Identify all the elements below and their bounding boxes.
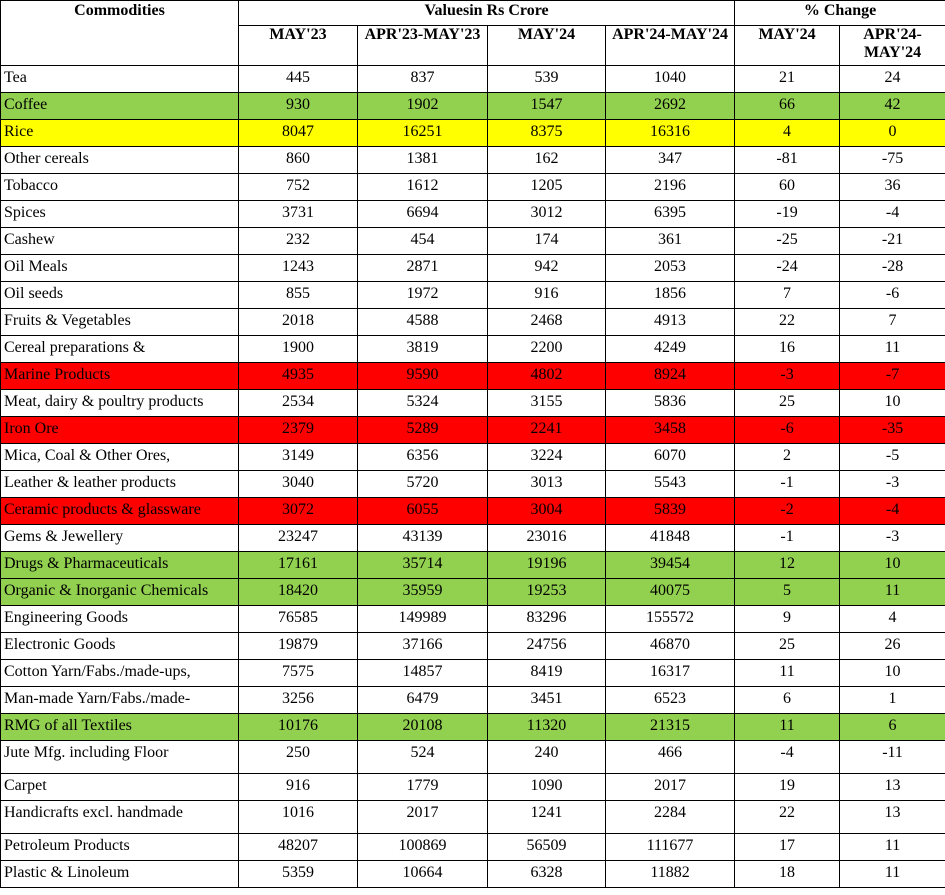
may24-value-cell: 19253 xyxy=(488,579,606,606)
may24-value-cell: 8419 xyxy=(488,660,606,687)
change-apr24-may24-cell: -6 xyxy=(840,282,945,309)
change-may24-cell: 11 xyxy=(735,660,840,687)
commodity-name-cell: Engineering Goods xyxy=(1,606,239,633)
apr24-may24-value-cell: 1040 xyxy=(606,66,735,93)
commodity-name-cell: Tobacco xyxy=(1,174,239,201)
header-row-groups xyxy=(1,1,945,26)
commodity-name-cell: Ceramic products & glassware xyxy=(1,498,239,525)
apr23-may23-value-cell: 14857 xyxy=(358,660,488,687)
apr24-may24-value-cell: 2196 xyxy=(606,174,735,201)
header-col-change-apr24-may24: APR'24-MAY'24 xyxy=(840,26,945,66)
may24-value-cell: 2468 xyxy=(488,309,606,336)
change-may24-cell: 11 xyxy=(735,714,840,741)
may24-value-cell: 83296 xyxy=(488,606,606,633)
table-row xyxy=(1,834,945,861)
may23-value-cell: 19879 xyxy=(239,633,358,660)
table-row xyxy=(1,444,945,471)
table-row xyxy=(1,741,945,774)
apr24-may24-value-cell: 111677 xyxy=(606,834,735,861)
change-may24-cell: 7 xyxy=(735,282,840,309)
change-apr24-may24-cell: -3 xyxy=(840,525,945,552)
apr23-may23-value-cell: 1612 xyxy=(358,174,488,201)
table-row xyxy=(1,174,945,201)
change-may24-cell: 19 xyxy=(735,774,840,801)
table-row xyxy=(1,363,945,390)
may24-value-cell: 11320 xyxy=(488,714,606,741)
apr23-may23-value-cell: 4588 xyxy=(358,309,488,336)
commodity-name-cell: Jute Mfg. including Floor xyxy=(1,741,239,774)
apr23-may23-value-cell: 837 xyxy=(358,66,488,93)
apr24-may24-value-cell: 155572 xyxy=(606,606,735,633)
may23-value-cell: 232 xyxy=(239,228,358,255)
may23-value-cell: 3040 xyxy=(239,471,358,498)
table-row xyxy=(1,687,945,714)
apr23-may23-value-cell: 6479 xyxy=(358,687,488,714)
apr24-may24-value-cell: 3458 xyxy=(606,417,735,444)
commodity-name-cell: Other cereals xyxy=(1,147,239,174)
apr24-may24-value-cell: 1856 xyxy=(606,282,735,309)
may23-value-cell: 4935 xyxy=(239,363,358,390)
may23-value-cell: 10176 xyxy=(239,714,358,741)
header-col-change-may24: MAY'24 xyxy=(735,26,840,66)
table-row xyxy=(1,417,945,444)
apr23-may23-value-cell: 10664 xyxy=(358,861,488,888)
change-may24-cell: 25 xyxy=(735,390,840,417)
may24-value-cell: 3224 xyxy=(488,444,606,471)
apr24-may24-value-cell: 2053 xyxy=(606,255,735,282)
may23-value-cell: 18420 xyxy=(239,579,358,606)
change-apr24-may24-cell: -5 xyxy=(840,444,945,471)
commodity-name-cell: Electronic Goods xyxy=(1,633,239,660)
table-row xyxy=(1,390,945,417)
apr23-may23-value-cell: 5289 xyxy=(358,417,488,444)
apr24-may24-value-cell: 4249 xyxy=(606,336,735,363)
table-row xyxy=(1,498,945,525)
apr23-may23-value-cell: 35959 xyxy=(358,579,488,606)
table-row xyxy=(1,774,945,801)
may24-value-cell: 1241 xyxy=(488,801,606,834)
apr24-may24-value-cell: 4913 xyxy=(606,309,735,336)
change-may24-cell: 6 xyxy=(735,687,840,714)
may23-value-cell: 17161 xyxy=(239,552,358,579)
table-row xyxy=(1,861,945,888)
change-may24-cell: -2 xyxy=(735,498,840,525)
change-may24-cell: -1 xyxy=(735,525,840,552)
may24-value-cell: 56509 xyxy=(488,834,606,861)
header-col-apr24-may24: APR'24-MAY'24 xyxy=(606,26,735,66)
table-body xyxy=(1,66,945,888)
apr23-may23-value-cell: 6356 xyxy=(358,444,488,471)
table-row xyxy=(1,201,945,228)
change-may24-cell: -4 xyxy=(735,741,840,774)
change-may24-cell: 9 xyxy=(735,606,840,633)
apr24-may24-value-cell: 5839 xyxy=(606,498,735,525)
change-apr24-may24-cell: 10 xyxy=(840,552,945,579)
commodity-name-cell: Carpet xyxy=(1,774,239,801)
table-row xyxy=(1,801,945,834)
apr23-may23-value-cell: 100869 xyxy=(358,834,488,861)
apr24-may24-value-cell: 40075 xyxy=(606,579,735,606)
apr23-may23-value-cell: 1381 xyxy=(358,147,488,174)
may23-value-cell: 48207 xyxy=(239,834,358,861)
apr24-may24-value-cell: 16317 xyxy=(606,660,735,687)
may24-value-cell: 1547 xyxy=(488,93,606,120)
change-apr24-may24-cell: -7 xyxy=(840,363,945,390)
commodity-name-cell: Meat, dairy & poultry products xyxy=(1,390,239,417)
commodity-name-cell: Plastic & Linoleum xyxy=(1,861,239,888)
apr23-may23-value-cell: 2017 xyxy=(358,801,488,834)
table-row xyxy=(1,93,945,120)
header-values-group: Valuesin Rs Crore xyxy=(239,1,735,26)
apr24-may24-value-cell: 361 xyxy=(606,228,735,255)
may23-value-cell: 1243 xyxy=(239,255,358,282)
change-apr24-may24-cell: 26 xyxy=(840,633,945,660)
commodity-name-cell: Leather & leather products xyxy=(1,471,239,498)
change-may24-cell: 12 xyxy=(735,552,840,579)
may23-value-cell: 3149 xyxy=(239,444,358,471)
change-may24-cell: 16 xyxy=(735,336,840,363)
change-may24-cell: 60 xyxy=(735,174,840,201)
may24-value-cell: 539 xyxy=(488,66,606,93)
commodity-name-cell: Tea xyxy=(1,66,239,93)
change-may24-cell: -19 xyxy=(735,201,840,228)
apr24-may24-value-cell: 8924 xyxy=(606,363,735,390)
commodity-name-cell: Petroleum Products xyxy=(1,834,239,861)
apr24-may24-value-cell: 2284 xyxy=(606,801,735,834)
change-apr24-may24-cell: -11 xyxy=(840,741,945,774)
table-row xyxy=(1,471,945,498)
apr24-may24-value-cell: 6070 xyxy=(606,444,735,471)
change-may24-cell: -25 xyxy=(735,228,840,255)
commodity-name-cell: Organic & Inorganic Chemicals xyxy=(1,579,239,606)
commodity-name-cell: Drugs & Pharmaceuticals xyxy=(1,552,239,579)
may24-value-cell: 24756 xyxy=(488,633,606,660)
may23-value-cell: 2018 xyxy=(239,309,358,336)
apr24-may24-value-cell: 5836 xyxy=(606,390,735,417)
may24-value-cell: 1090 xyxy=(488,774,606,801)
table-row xyxy=(1,120,945,147)
may23-value-cell: 5359 xyxy=(239,861,358,888)
may23-value-cell: 2379 xyxy=(239,417,358,444)
change-apr24-may24-cell: 10 xyxy=(840,390,945,417)
may23-value-cell: 1016 xyxy=(239,801,358,834)
apr24-may24-value-cell: 41848 xyxy=(606,525,735,552)
may24-value-cell: 2200 xyxy=(488,336,606,363)
may24-value-cell: 4802 xyxy=(488,363,606,390)
apr23-may23-value-cell: 5720 xyxy=(358,471,488,498)
change-apr24-may24-cell: 42 xyxy=(840,93,945,120)
change-may24-cell: -6 xyxy=(735,417,840,444)
may23-value-cell: 250 xyxy=(239,741,358,774)
apr24-may24-value-cell: 21315 xyxy=(606,714,735,741)
may23-value-cell: 930 xyxy=(239,93,358,120)
apr24-may24-value-cell: 2692 xyxy=(606,93,735,120)
commodity-name-cell: Cashew xyxy=(1,228,239,255)
table-row xyxy=(1,147,945,174)
may24-value-cell: 2241 xyxy=(488,417,606,444)
commodity-name-cell: Cotton Yarn/Fabs./made-ups, xyxy=(1,660,239,687)
may23-value-cell: 1900 xyxy=(239,336,358,363)
table-row xyxy=(1,66,945,93)
may23-value-cell: 3072 xyxy=(239,498,358,525)
change-may24-cell: 4 xyxy=(735,120,840,147)
apr24-may24-value-cell: 466 xyxy=(606,741,735,774)
may24-value-cell: 174 xyxy=(488,228,606,255)
table-row xyxy=(1,606,945,633)
change-apr24-may24-cell: 24 xyxy=(840,66,945,93)
header-col-may24: MAY'24 xyxy=(488,26,606,66)
table-row xyxy=(1,255,945,282)
commodity-name-cell: Marine Products xyxy=(1,363,239,390)
change-apr24-may24-cell: 11 xyxy=(840,579,945,606)
apr23-may23-value-cell: 1972 xyxy=(358,282,488,309)
apr23-may23-value-cell: 37166 xyxy=(358,633,488,660)
apr24-may24-value-cell: 46870 xyxy=(606,633,735,660)
table-row xyxy=(1,228,945,255)
may24-value-cell: 240 xyxy=(488,741,606,774)
may24-value-cell: 916 xyxy=(488,282,606,309)
change-may24-cell: 66 xyxy=(735,93,840,120)
change-may24-cell: 21 xyxy=(735,66,840,93)
may23-value-cell: 76585 xyxy=(239,606,358,633)
table-row xyxy=(1,309,945,336)
may24-value-cell: 162 xyxy=(488,147,606,174)
commodity-name-cell: Iron Ore xyxy=(1,417,239,444)
may24-value-cell: 3004 xyxy=(488,498,606,525)
may24-value-cell: 1205 xyxy=(488,174,606,201)
apr23-may23-value-cell: 3819 xyxy=(358,336,488,363)
commodity-name-cell: RMG of all Textiles xyxy=(1,714,239,741)
change-apr24-may24-cell: -75 xyxy=(840,147,945,174)
apr24-may24-value-cell: 16316 xyxy=(606,120,735,147)
commodity-name-cell: Handicrafts excl. handmade xyxy=(1,801,239,834)
may23-value-cell: 8047 xyxy=(239,120,358,147)
apr24-may24-value-cell: 39454 xyxy=(606,552,735,579)
commodity-name-cell: Mica, Coal & Other Ores, xyxy=(1,444,239,471)
commodity-name-cell: Spices xyxy=(1,201,239,228)
change-may24-cell: 25 xyxy=(735,633,840,660)
commodity-name-cell: Oil seeds xyxy=(1,282,239,309)
change-may24-cell: -24 xyxy=(735,255,840,282)
table-row xyxy=(1,633,945,660)
change-apr24-may24-cell: 0 xyxy=(840,120,945,147)
may24-value-cell: 6328 xyxy=(488,861,606,888)
table-row xyxy=(1,552,945,579)
change-may24-cell: -1 xyxy=(735,471,840,498)
apr23-may23-value-cell: 43139 xyxy=(358,525,488,552)
change-apr24-may24-cell: -28 xyxy=(840,255,945,282)
change-apr24-may24-cell: 11 xyxy=(840,834,945,861)
may23-value-cell: 2534 xyxy=(239,390,358,417)
apr24-may24-value-cell: 5543 xyxy=(606,471,735,498)
change-may24-cell: 18 xyxy=(735,861,840,888)
change-apr24-may24-cell: 7 xyxy=(840,309,945,336)
apr23-may23-value-cell: 2871 xyxy=(358,255,488,282)
apr23-may23-value-cell: 1779 xyxy=(358,774,488,801)
commodity-name-cell: Man-made Yarn/Fabs./made- xyxy=(1,687,239,714)
change-apr24-may24-cell: -4 xyxy=(840,498,945,525)
change-apr24-may24-cell: 1 xyxy=(840,687,945,714)
change-apr24-may24-cell: 13 xyxy=(840,774,945,801)
apr23-may23-value-cell: 16251 xyxy=(358,120,488,147)
apr24-may24-value-cell: 6523 xyxy=(606,687,735,714)
apr24-may24-value-cell: 2017 xyxy=(606,774,735,801)
apr23-may23-value-cell: 6055 xyxy=(358,498,488,525)
change-apr24-may24-cell: 13 xyxy=(840,801,945,834)
table-row xyxy=(1,282,945,309)
header-col-may23: MAY'23 xyxy=(239,26,358,66)
apr23-may23-value-cell: 9590 xyxy=(358,363,488,390)
may23-value-cell: 3256 xyxy=(239,687,358,714)
may23-value-cell: 3731 xyxy=(239,201,358,228)
may24-value-cell: 3155 xyxy=(488,390,606,417)
may24-value-cell: 942 xyxy=(488,255,606,282)
header-col-apr23-may23: APR'23-MAY'23 xyxy=(358,26,488,66)
apr23-may23-value-cell: 35714 xyxy=(358,552,488,579)
apr23-may23-value-cell: 454 xyxy=(358,228,488,255)
may23-value-cell: 7575 xyxy=(239,660,358,687)
apr24-may24-value-cell: 347 xyxy=(606,147,735,174)
change-apr24-may24-cell: -4 xyxy=(840,201,945,228)
apr23-may23-value-cell: 1902 xyxy=(358,93,488,120)
may23-value-cell: 916 xyxy=(239,774,358,801)
change-may24-cell: 22 xyxy=(735,309,840,336)
commodity-name-cell: Rice xyxy=(1,120,239,147)
change-apr24-may24-cell: 4 xyxy=(840,606,945,633)
change-apr24-may24-cell: 11 xyxy=(840,861,945,888)
change-may24-cell: -81 xyxy=(735,147,840,174)
change-may24-cell: 22 xyxy=(735,801,840,834)
apr24-may24-value-cell: 11882 xyxy=(606,861,735,888)
may24-value-cell: 3013 xyxy=(488,471,606,498)
apr23-may23-value-cell: 524 xyxy=(358,741,488,774)
apr23-may23-value-cell: 6694 xyxy=(358,201,488,228)
commodity-name-cell: Oil Meals xyxy=(1,255,239,282)
change-apr24-may24-cell: 11 xyxy=(840,336,945,363)
may23-value-cell: 860 xyxy=(239,147,358,174)
header-change-group: % Change xyxy=(735,1,945,26)
change-may24-cell: -3 xyxy=(735,363,840,390)
apr23-may23-value-cell: 5324 xyxy=(358,390,488,417)
table-row xyxy=(1,660,945,687)
table-row xyxy=(1,714,945,741)
may24-value-cell: 19196 xyxy=(488,552,606,579)
may23-value-cell: 445 xyxy=(239,66,358,93)
may24-value-cell: 23016 xyxy=(488,525,606,552)
table-row xyxy=(1,579,945,606)
change-may24-cell: 5 xyxy=(735,579,840,606)
change-apr24-may24-cell: 6 xyxy=(840,714,945,741)
change-apr24-may24-cell: -3 xyxy=(840,471,945,498)
commodity-name-cell: Fruits & Vegetables xyxy=(1,309,239,336)
table-row xyxy=(1,336,945,363)
commodity-name-cell: Coffee xyxy=(1,93,239,120)
may24-value-cell: 8375 xyxy=(488,120,606,147)
change-apr24-may24-cell: 10 xyxy=(840,660,945,687)
change-may24-cell: 17 xyxy=(735,834,840,861)
change-apr24-may24-cell: -35 xyxy=(840,417,945,444)
may24-value-cell: 3012 xyxy=(488,201,606,228)
change-may24-cell: 2 xyxy=(735,444,840,471)
apr23-may23-value-cell: 20108 xyxy=(358,714,488,741)
change-apr24-may24-cell: 36 xyxy=(840,174,945,201)
apr24-may24-value-cell: 6395 xyxy=(606,201,735,228)
may23-value-cell: 752 xyxy=(239,174,358,201)
apr23-may23-value-cell: 149989 xyxy=(358,606,488,633)
may23-value-cell: 855 xyxy=(239,282,358,309)
may23-value-cell: 23247 xyxy=(239,525,358,552)
table-row xyxy=(1,525,945,552)
header-commodities: Commodities xyxy=(1,1,239,66)
commodity-name-cell: Cereal preparations & xyxy=(1,336,239,363)
commodity-name-cell: Gems & Jewellery xyxy=(1,525,239,552)
may24-value-cell: 3451 xyxy=(488,687,606,714)
change-apr24-may24-cell: -21 xyxy=(840,228,945,255)
